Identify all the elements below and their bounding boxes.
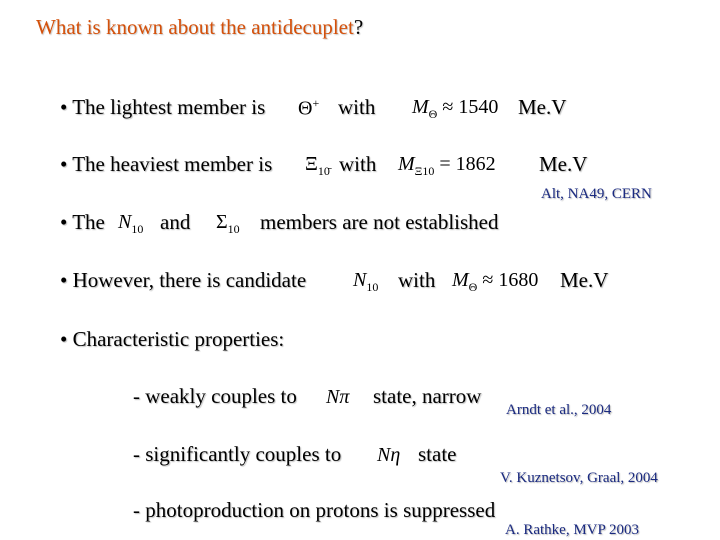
bullet-characteristic-label: • Characteristic properties: [60, 327, 285, 351]
bullet-not-established-suffix: members are not established [260, 210, 499, 234]
slide-title-question-mark: ? [353, 15, 364, 39]
citation-arndt: Arndt et al., 2004 [506, 402, 612, 418]
n-pi-symbol: Nπ [326, 386, 350, 408]
n-10-candidate-symbol: $N_{10}$ [353, 269, 379, 294]
property-photoproduction: - photoproduction on protons is suppressed [133, 498, 496, 522]
n-eta-symbol: Nη [377, 444, 401, 466]
property-strong-coupling-suffix: state [418, 442, 457, 466]
bullet-heaviest-label: • The heaviest member is [60, 152, 273, 176]
citation-na49: Alt, NA49, CERN [541, 186, 652, 202]
slide-title [36, 15, 363, 40]
sigma-10-symbol: $\Sigma_{10}$ [216, 211, 240, 236]
n-10-symbol: $N_{10}$ [118, 211, 144, 236]
bullet-not-established-label: • The [60, 210, 105, 234]
bullet-lightest-label: • The lightest member is [60, 95, 266, 119]
property-weak-coupling-suffix: state, narrow [373, 384, 482, 408]
citation-rathke: A. Rathke, MVP 2003 [505, 522, 640, 538]
bullet-heaviest-with: with [339, 152, 377, 176]
bullet-not-established-and: and [160, 210, 191, 234]
bullet-candidate-unit: Me.V [560, 268, 609, 292]
xi-10-symbol: $\Xi_{10̄}$ [305, 153, 330, 178]
property-weak-coupling-prefix: - weakly couples to [133, 384, 297, 408]
mass-candidate-equation: $M_\Theta \approx 1680$ [452, 269, 539, 294]
bullet-candidate-with: with [398, 268, 436, 292]
property-strong-coupling-prefix: - significantly couples to [133, 442, 342, 466]
slide-title-text: What is known about the antidecuplet [36, 15, 354, 39]
bullet-lightest-unit: Me.V [518, 95, 567, 119]
mass-theta-equation: $M_\Theta \approx 1540$ [412, 96, 499, 121]
theta-plus-symbol: Θ+ [298, 96, 320, 120]
bullet-lightest-with: with [338, 95, 376, 119]
bullet-heaviest-unit: Me.V [539, 152, 588, 176]
mass-xi-equation: $M_{\Xi 10} = 1862$ [398, 153, 496, 178]
bullet-candidate-label: • However, there is candidate [60, 268, 307, 292]
citation-kuznetsov: V. Kuznetsov, Graal, 2004 [500, 470, 658, 486]
